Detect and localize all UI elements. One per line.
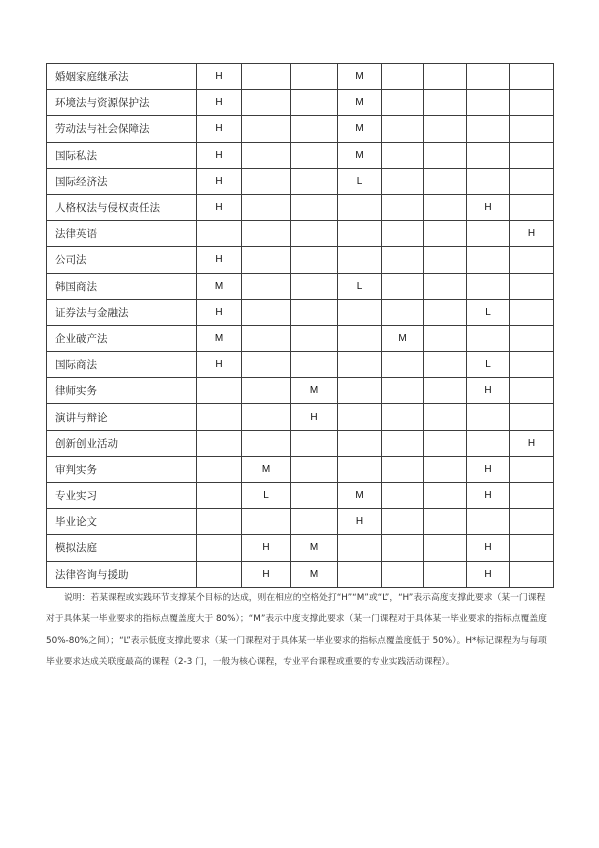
course-name: 审判实务 (47, 456, 197, 482)
course-name: 韩国商法 (47, 273, 197, 299)
support-level-cell (242, 352, 291, 378)
support-level-cell (197, 483, 242, 509)
support-level-cell: M (242, 456, 291, 482)
support-level-cell: H (467, 535, 510, 561)
support-level-cell (424, 273, 467, 299)
support-level-cell: M (338, 90, 382, 116)
support-level-cell (338, 430, 382, 456)
support-level-cell: H (197, 299, 242, 325)
support-level-cell (510, 456, 554, 482)
course-name: 法律英语 (47, 221, 197, 247)
note-paragraph (46, 588, 553, 673)
support-level-cell (424, 509, 467, 535)
support-level-cell (510, 378, 554, 404)
support-level-cell (338, 535, 382, 561)
support-level-cell (291, 221, 338, 247)
support-level-cell: H (197, 247, 242, 273)
note-line: 毕业要求达成关联度最高的课程（2-3 门，一般为核心课程，专业平台课程或重要的专业实践活动课程）。 (46, 656, 455, 667)
course-name: 专业实习 (47, 483, 197, 509)
support-level-cell (291, 299, 338, 325)
support-level-cell (242, 64, 291, 90)
support-level-cell (242, 378, 291, 404)
support-level-cell (338, 194, 382, 220)
course-name: 劳动法与社会保障法 (47, 116, 197, 142)
support-level-cell (338, 352, 382, 378)
support-level-cell (510, 168, 554, 194)
support-level-cell (242, 168, 291, 194)
support-level-cell (510, 273, 554, 299)
support-level-cell: H (510, 430, 554, 456)
support-level-cell (510, 535, 554, 561)
support-level-cell (510, 509, 554, 535)
support-level-cell (510, 90, 554, 116)
table-row (47, 430, 554, 456)
support-level-cell: M (338, 483, 382, 509)
support-level-cell (467, 273, 510, 299)
support-level-cell (424, 299, 467, 325)
support-level-cell: H (242, 561, 291, 587)
support-level-cell (382, 483, 424, 509)
support-level-cell (510, 404, 554, 430)
support-level-cell (338, 247, 382, 273)
support-level-cell (291, 430, 338, 456)
table-row (47, 509, 554, 535)
support-level-cell (382, 116, 424, 142)
table-row (47, 273, 554, 299)
support-level-cell: L (338, 273, 382, 299)
support-level-cell: M (197, 273, 242, 299)
support-level-cell (382, 247, 424, 273)
support-level-cell (467, 509, 510, 535)
support-level-cell: M (338, 116, 382, 142)
table-row (47, 194, 554, 220)
support-level-cell (382, 90, 424, 116)
table-row (47, 221, 554, 247)
support-level-cell (197, 456, 242, 482)
support-level-cell: H (197, 194, 242, 220)
support-level-cell (291, 142, 338, 168)
course-name: 国际私法 (47, 142, 197, 168)
support-level-cell (197, 404, 242, 430)
support-level-cell: H (467, 483, 510, 509)
table-row (47, 299, 554, 325)
support-level-cell (382, 168, 424, 194)
course-name: 环境法与资源保护法 (47, 90, 197, 116)
course-name: 婚姻家庭继承法 (47, 64, 197, 90)
support-level-cell (424, 194, 467, 220)
support-level-cell (382, 194, 424, 220)
support-level-cell: M (197, 325, 242, 351)
support-level-cell (291, 509, 338, 535)
support-level-cell (510, 142, 554, 168)
support-level-cell (291, 116, 338, 142)
support-level-cell (424, 352, 467, 378)
table-row (47, 247, 554, 273)
support-level-cell (197, 430, 242, 456)
support-level-cell (510, 483, 554, 509)
support-level-cell (338, 378, 382, 404)
table-row (47, 90, 554, 116)
support-level-cell: H (467, 561, 510, 587)
support-level-cell: H (242, 535, 291, 561)
support-level-cell: L (338, 168, 382, 194)
support-level-cell (338, 299, 382, 325)
course-name: 律师实务 (47, 378, 197, 404)
support-level-cell (242, 299, 291, 325)
support-level-cell: H (197, 116, 242, 142)
support-level-cell (424, 535, 467, 561)
support-level-cell (291, 194, 338, 220)
support-level-cell (382, 430, 424, 456)
support-level-cell (424, 430, 467, 456)
support-level-cell (424, 142, 467, 168)
course-name: 企业破产法 (47, 325, 197, 351)
support-level-cell: H (197, 90, 242, 116)
support-level-cell (242, 90, 291, 116)
support-level-cell (382, 64, 424, 90)
support-level-cell (510, 561, 554, 587)
support-level-cell (242, 509, 291, 535)
support-level-cell (197, 378, 242, 404)
table-row (47, 64, 554, 90)
support-level-cell (424, 483, 467, 509)
support-level-cell: H (291, 404, 338, 430)
support-level-cell (291, 352, 338, 378)
support-level-cell (467, 430, 510, 456)
support-level-cell: H (467, 456, 510, 482)
support-level-cell (382, 456, 424, 482)
support-level-cell: L (467, 299, 510, 325)
support-level-cell (424, 561, 467, 587)
support-level-cell: H (197, 64, 242, 90)
support-level-cell: H (467, 378, 510, 404)
support-level-cell (382, 299, 424, 325)
support-level-cell (467, 142, 510, 168)
support-level-cell (510, 116, 554, 142)
support-level-cell (510, 194, 554, 220)
support-level-cell (382, 561, 424, 587)
support-level-cell (424, 116, 467, 142)
support-level-cell (424, 325, 467, 351)
support-level-cell: H (197, 142, 242, 168)
support-level-cell (510, 352, 554, 378)
course-requirement-matrix (46, 63, 554, 588)
support-level-cell (382, 273, 424, 299)
support-level-cell (424, 168, 467, 194)
support-level-cell: H (510, 221, 554, 247)
support-level-cell (242, 273, 291, 299)
course-name: 创新创业活动 (47, 430, 197, 456)
support-level-cell (291, 273, 338, 299)
support-level-cell (197, 535, 242, 561)
support-level-cell (510, 64, 554, 90)
support-level-cell (424, 404, 467, 430)
support-level-cell (424, 378, 467, 404)
support-level-cell (382, 509, 424, 535)
support-level-cell (382, 535, 424, 561)
support-level-cell (467, 168, 510, 194)
support-level-cell (242, 194, 291, 220)
support-level-cell: H (197, 168, 242, 194)
support-level-cell (338, 221, 382, 247)
support-level-cell (382, 221, 424, 247)
support-level-cell: H (338, 509, 382, 535)
support-level-cell (242, 142, 291, 168)
support-level-cell (424, 221, 467, 247)
support-level-cell (338, 325, 382, 351)
table-row (47, 535, 554, 561)
support-level-cell (338, 561, 382, 587)
table-row (47, 142, 554, 168)
support-level-cell (424, 456, 467, 482)
support-level-cell (424, 90, 467, 116)
support-level-cell: M (338, 64, 382, 90)
support-level-cell (424, 64, 467, 90)
support-level-cell (467, 116, 510, 142)
table-row (47, 352, 554, 378)
support-level-cell (382, 352, 424, 378)
support-level-cell (510, 247, 554, 273)
table-row (47, 561, 554, 587)
course-name: 国际经济法 (47, 168, 197, 194)
support-level-cell: M (338, 142, 382, 168)
support-level-cell: H (467, 194, 510, 220)
support-level-cell (291, 168, 338, 194)
support-level-cell (424, 247, 467, 273)
support-level-cell (382, 404, 424, 430)
support-level-cell (242, 221, 291, 247)
support-level-cell (242, 116, 291, 142)
support-level-cell: M (291, 535, 338, 561)
course-name: 法律咨询与援助 (47, 561, 197, 587)
support-level-cell (467, 247, 510, 273)
table-row (47, 456, 554, 482)
table-row (47, 378, 554, 404)
support-level-cell (467, 64, 510, 90)
support-level-cell (291, 90, 338, 116)
support-level-cell (291, 483, 338, 509)
support-level-cell (291, 456, 338, 482)
support-level-cell (242, 404, 291, 430)
course-name: 模拟法庭 (47, 535, 197, 561)
support-level-cell (338, 456, 382, 482)
support-level-cell: L (467, 352, 510, 378)
support-level-cell: M (291, 561, 338, 587)
support-level-cell (242, 247, 291, 273)
course-name: 演讲与辩论 (47, 404, 197, 430)
support-level-cell: H (197, 352, 242, 378)
support-level-cell (291, 247, 338, 273)
support-level-cell (197, 561, 242, 587)
course-name: 证券法与金融法 (47, 299, 197, 325)
table-row (47, 116, 554, 142)
table-row (47, 168, 554, 194)
support-level-cell (510, 299, 554, 325)
support-level-cell (291, 325, 338, 351)
support-level-cell: L (242, 483, 291, 509)
support-level-cell: M (382, 325, 424, 351)
course-name: 国际商法 (47, 352, 197, 378)
note-line: 说明：若某课程或实践环节支撑某个目标的达成，则在相应的空格处打“H”“M”或“L”，“H”表示高度支撑此要求（某一门课程 (64, 593, 546, 603)
support-level-cell (291, 64, 338, 90)
course-name: 公司法 (47, 247, 197, 273)
note-line: 对于具体某一毕业要求的指标点覆盖度大于 80%）；“M”表示中度支撑此要求（某一门课程对于具体某一毕业要求的指标点覆盖度 (46, 614, 547, 625)
support-level-cell (467, 221, 510, 247)
support-level-cell (338, 404, 382, 430)
support-level-cell (197, 221, 242, 247)
support-level-cell (510, 325, 554, 351)
support-level-cell: M (291, 378, 338, 404)
course-name: 毕业论文 (47, 509, 197, 535)
note-line: 50%-80%之间）；“L”表示低度支撑此要求（某一门课程对于具体某一毕业要求的指标点覆盖度低于 50%）。H*标记课程为与每项 (46, 635, 547, 646)
support-level-cell (467, 325, 510, 351)
table-row (47, 483, 554, 509)
support-level-cell (197, 509, 242, 535)
support-level-cell (242, 325, 291, 351)
support-level-cell (242, 430, 291, 456)
course-name: 人格权法与侵权责任法 (47, 194, 197, 220)
support-level-cell (467, 90, 510, 116)
table-row (47, 325, 554, 351)
support-level-cell (382, 378, 424, 404)
table-row (47, 404, 554, 430)
support-level-cell (467, 404, 510, 430)
support-level-cell (382, 142, 424, 168)
